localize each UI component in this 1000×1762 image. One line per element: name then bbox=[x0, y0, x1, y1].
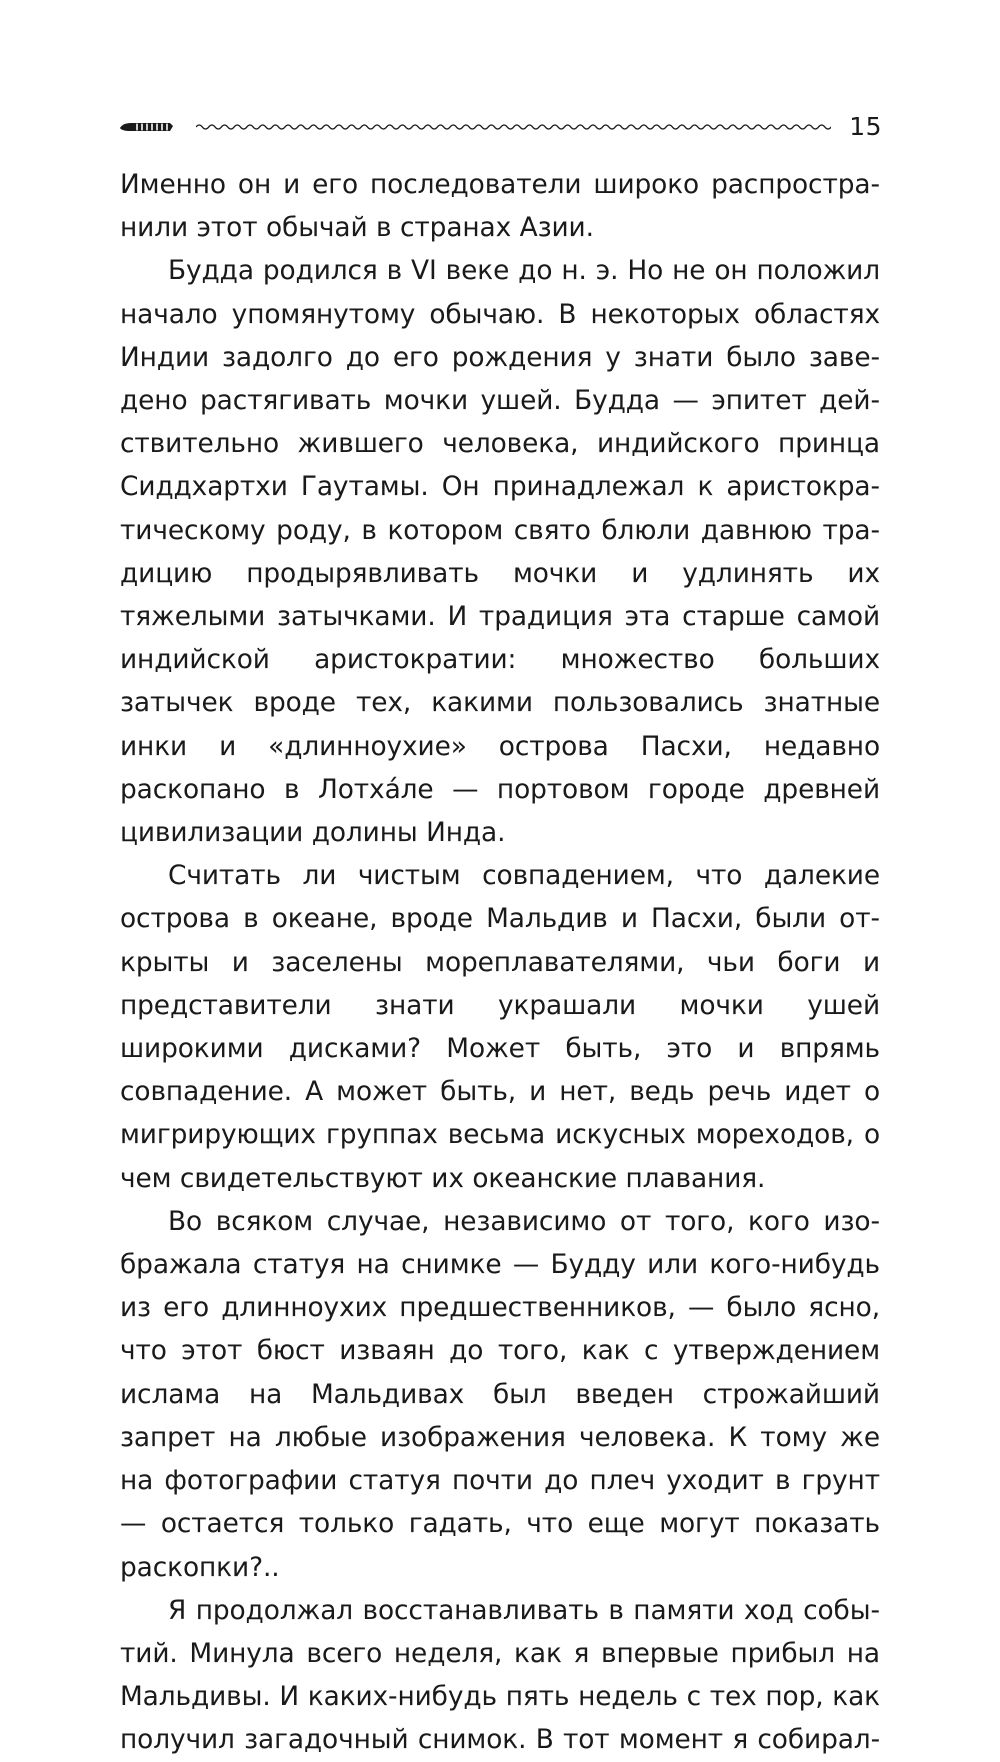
boat-ornament-icon bbox=[118, 114, 180, 140]
running-head bbox=[118, 104, 882, 150]
page-number: 15 bbox=[849, 111, 882, 141]
paragraph: Я продолжал восстанавливать в памяти ход событий. Минула всего неделя, как я впервые прибыл на Мальдивы. И каких-нибудь пять недель с тех пор, как получил загадочный снимок. В тот момент я собирал- bbox=[120, 1594, 880, 1756]
wavy-rule-icon bbox=[196, 120, 831, 134]
paragraph: Во всяком случае, независимо от того, кого изображала статуя на снимке — Будду или кого-нибудь из его длинноухих предшественников, — было ясно, что этот бюст изваян до того, как с утверждением ислама на Мальдивах был введен строжайший запрет на любые изображения человека. К тому же на фотографии статуя почти до плеч уходит в грунт — остается только гадать, что еще могут показать раскопки?.. bbox=[120, 1205, 880, 1583]
body-text bbox=[120, 163, 880, 1762]
paragraph: Именно он и его последователи широко распространили этот обычай в странах Азии. bbox=[120, 169, 880, 244]
paragraph: Будда родился в VI веке до н. э. Но не он положил начало упомянутому обычаю. В некоторых областях Индии задолго до его рождения у знати было заведено растягивать мочки ушей. Будда — эпитет действительно жившего человека, индийского принца Сиддхартхи Гаутамы. Он принадлежал к аристократическому роду, в котором свято блюли давнюю традицию продырявливать мочки и удлинять их тяжелыми затычками. И традиция эта старше самой индийской аристократии: множество больших затычек вроде тех, какими пользовались знатные инки и «длинноухие» острова Пасхи, недавно раскопано в Лотхáле — портовом городе древней цивилизации долины Инда. bbox=[120, 255, 880, 849]
paragraph: Считать ли чистым совпадением, что далекие острова в океане, вроде Мальдив и Пасхи, были открыты и заселены мореплавателями, чьи боги и представители знати украшали мочки ушей широкими дисками? Может быть, это и впрямь совпадение. А может быть, и нет, ведь речь идет о мигрирующих группах весьма искусных мореходов, о чем свидетельствуют их океанские плавания. bbox=[120, 860, 880, 1194]
